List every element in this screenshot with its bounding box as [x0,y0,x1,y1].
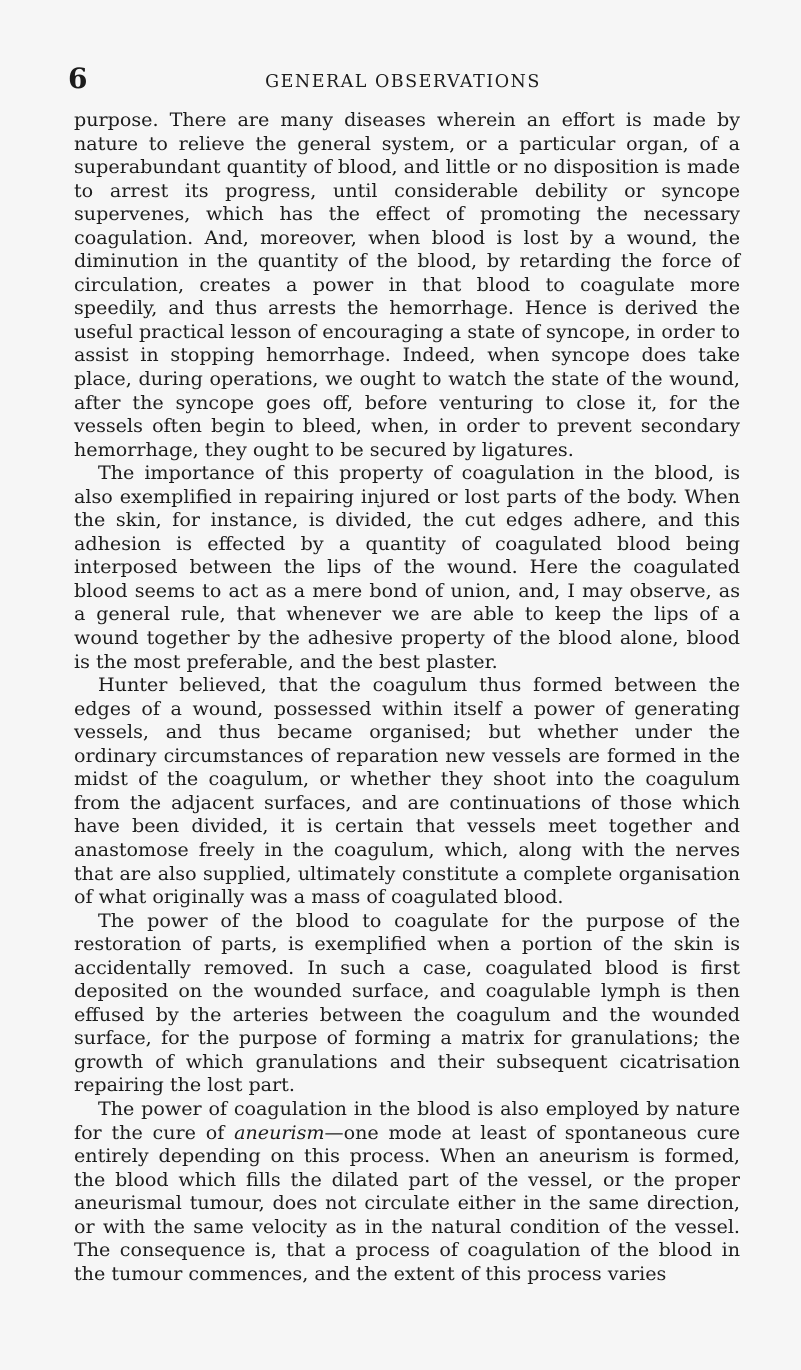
paragraph-restoration: The power of the blood to coagulate for the purpose of the restoration of parts, is exemplified when a portion of the skin is accidentally removed. In such a case, coagulated blood is first deposited on the wounded surface, and coagulable lymph is then effused by the arteries between the coagulum and the wounded surface, for the purpose of forming a matrix for granulations; the growth of which granulations and their subsequent cicatrisation repairing the lost part. [74,908,740,1097]
paragraph-syncope: purpose. There are many diseases wherein an effort is made by nature to relieve the general system, or a particular organ, of a superabundant quantity of blood, and little or no disposition is made to arrest its progress, until considerable debility or syncope supervenes, which has the effect of promoting the necessary coagulation. And, moreover, when blood is lost by a wound, the diminution in the quantity of the blood, by retarding the force of circulation, creates a power in that blood to coagulate more speedily, and thus arrests the hemorrhage. Hence is derived the useful practical lesson of encouraging a state of syncope, in order to assist in stopping hemorrhage. Indeed, when syncope does take place, during operations, we ought to watch the state of the wound, after the syncope goes off, before venturing to close it, for the vessels often begin to bleed, when, in order to prevent secondary hemorrhage, they ought to be secured by ligatures. [74,108,740,461]
page-header [68,62,738,102]
paragraph-hunter: Hunter believed, that the coagulum thus formed between the edges of a wound, possessed within itself a power of generating vessels, and thus became organised; but whether under the ordinary circumstances of reparation new vessels are formed in the midst of the coagulum, or whether they shoot into the coagulum from the adjacent surfaces, and are continuations of those which have been divided, it is certain that vessels meet together and anastomose freely in the coagulum, which, along with the nerves that are also supplied, ultimately constitute a complete organisation of what originally was a mass of coagulated blood. [74,673,740,909]
running-head: GENERAL OBSERVATIONS [265,72,541,92]
aneurism-text-after: —one mode at least of spontaneous cure entirely depending on this process. When an aneurism is formed, the blood which fills the dilated part of the vessel, or the proper aneurismal tumour, does not circulate either in the same direction, or with the same velocity as in the natural condition of the vessel. The consequence is, that a process of coagulation of the blood in the tumour commences, and the extent of this process varies [74,1120,740,1285]
aneurism-text-before: The power of coagulation in the blood is also employed by nature for the cure of [74,1096,740,1144]
paragraph-aneurism [74,1097,740,1285]
body-text [74,108,740,1285]
paragraph-repair: The importance of this property of coagulation in the blood, is also exemplified in repairing injured or lost parts of the body. When the skin, for instance, is divided, the cut edges adhere, and this adhesion is effected by a quantity of coagulated blood being interposed between the lips of the wound. Here the coagulated blood seems to act as a mere bond of union, and, I may observe, as a general rule, that whenever we are able to keep the lips of a wound together by the adhesive property of the blood alone, blood is the most preferable, and the best plaster. [74,461,740,673]
page-number: 6 [68,62,88,95]
aneurism-italic-term: aneurism [234,1120,325,1144]
